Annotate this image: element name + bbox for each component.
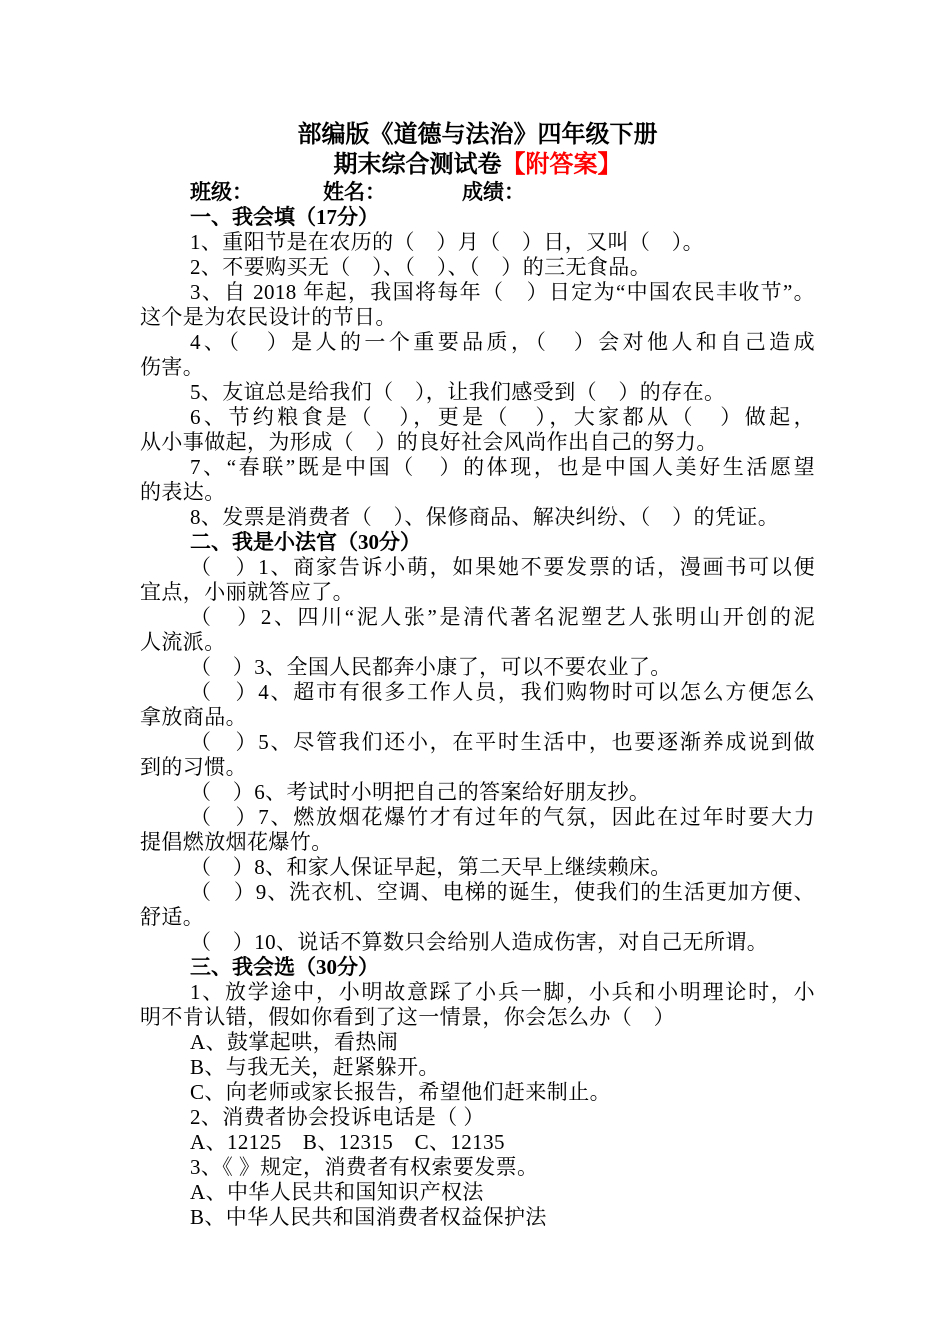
text-line: 伤害。	[140, 355, 205, 379]
text-line: 3、自 2018 年起，我国将每年（ ）日定为“中国农民丰收节”。	[190, 280, 815, 304]
document-title-line-1: 部编版《道德与法治》四年级下册	[297, 122, 658, 148]
text-line: C、向老师或家长报告，希望他们赶来制止。	[190, 1080, 612, 1104]
section-heading: 三、我会选（30分）	[190, 955, 379, 979]
name-label: 姓名：	[323, 180, 386, 204]
text-line: 的表达。	[140, 480, 226, 504]
text-line: A、鼓掌起哄，看热闹	[190, 1030, 399, 1054]
text-line: （ ）5、尽管我们还小，在平时生活中，也要逐渐养成说到做	[190, 730, 815, 754]
text-line: （ ）4、超市有很多工作人员，我们购物时可以怎么方便怎么	[190, 680, 815, 704]
sections	[140, 205, 815, 1230]
text-line: （ ）9、洗衣机、空调、电梯的诞生，使我们的生活更加方便、	[190, 880, 815, 904]
text-line: 5、友谊总是给我们（ ），让我们感受到（ ）的存在。	[190, 380, 726, 404]
text-line: 3、《 》规定，消费者有权索要发票。	[190, 1155, 539, 1179]
text-line: 宜点，小丽就答应了。	[140, 580, 354, 604]
document-title-line-2	[140, 150, 815, 180]
text-line: （ ）3、全国人民都奔小康了，可以不要农业了。	[190, 655, 672, 679]
text-line: B、与我无关，赶紧躲开。	[190, 1055, 440, 1079]
text-line: 到的习惯。	[140, 755, 247, 779]
text-line: 4、（ ）是人的一个重要品质，（ ）会对他人和自己造成	[190, 330, 815, 354]
title-main: 期末综合测试卷	[333, 152, 502, 178]
info-row	[140, 180, 815, 205]
text-line: 2、不要购买无（ ）、（ ）、（ ）的三无食品。	[190, 255, 652, 279]
text-line: （ ）7、燃放烟花爆竹才有过年的气氛，因此在过年时要大力	[190, 805, 815, 829]
text-line: 这个是为农民设计的节日。	[140, 305, 397, 329]
section-heading: 二、我是小法官（30分）	[190, 530, 421, 554]
text-line: 1、重阳节是在农历的（ ）月（ ）日，又叫（ ）。	[190, 230, 704, 254]
section-heading: 一、我会填（17分）	[190, 205, 379, 229]
text-line: （ ）8、和家人保证早起，第二天早上继续赖床。	[190, 855, 672, 879]
text-line: A、中华人民共和国知识产权法	[190, 1180, 484, 1204]
text-line: 人流派。	[140, 630, 226, 654]
class-label: 班级：	[190, 180, 253, 204]
text-line: B、中华人民共和国消费者权益保护法	[190, 1205, 547, 1229]
text-line: 1、放学途中，小明故意踩了小兵一脚，小兵和小明理论时，小	[190, 980, 815, 1004]
text-line: 提倡燃放烟花爆竹。	[140, 830, 333, 854]
text-line: 7、“春联”既是中国（ ）的体现，也是中国人美好生活愿望	[190, 455, 815, 479]
text-line: （ ）10、说话不算数只会给别人造成伤害，对自己无所谓。	[190, 930, 769, 954]
text-line: 8、发票是消费者（ ）、保修商品、解决纠纷、（ ）的凭证。	[190, 505, 780, 529]
text-line: 2、消费者协会投诉电话是（ ）	[190, 1105, 485, 1129]
text-line: A、12125 B、12315 C、12135	[190, 1130, 505, 1154]
text-line: （ ）6、考试时小明把自己的答案给好朋友抄。	[190, 780, 651, 804]
text-line: （ ）2、四川“泥人张”是清代著名泥塑艺人张明山开创的泥	[190, 605, 815, 629]
text-line: 舒适。	[140, 905, 205, 929]
title-answer-tag: 【附答案】	[501, 152, 622, 178]
text-line: 明不肯认错，假如你看到了这一情景，你会怎么办（ ）	[140, 1005, 675, 1029]
text-line: 从小事做起，为形成（ ）的良好社会风尚作出自己的努力。	[140, 430, 718, 454]
text-line: （ ）1、商家告诉小萌，如果她不要发票的话，漫画书可以便	[190, 555, 815, 579]
text-line: 拿放商品。	[140, 705, 247, 729]
text-line: 6、节约粮食是（ ），更是（ ），大家都从（ ）做起，	[190, 405, 815, 429]
score-label: 成绩：	[462, 180, 525, 204]
